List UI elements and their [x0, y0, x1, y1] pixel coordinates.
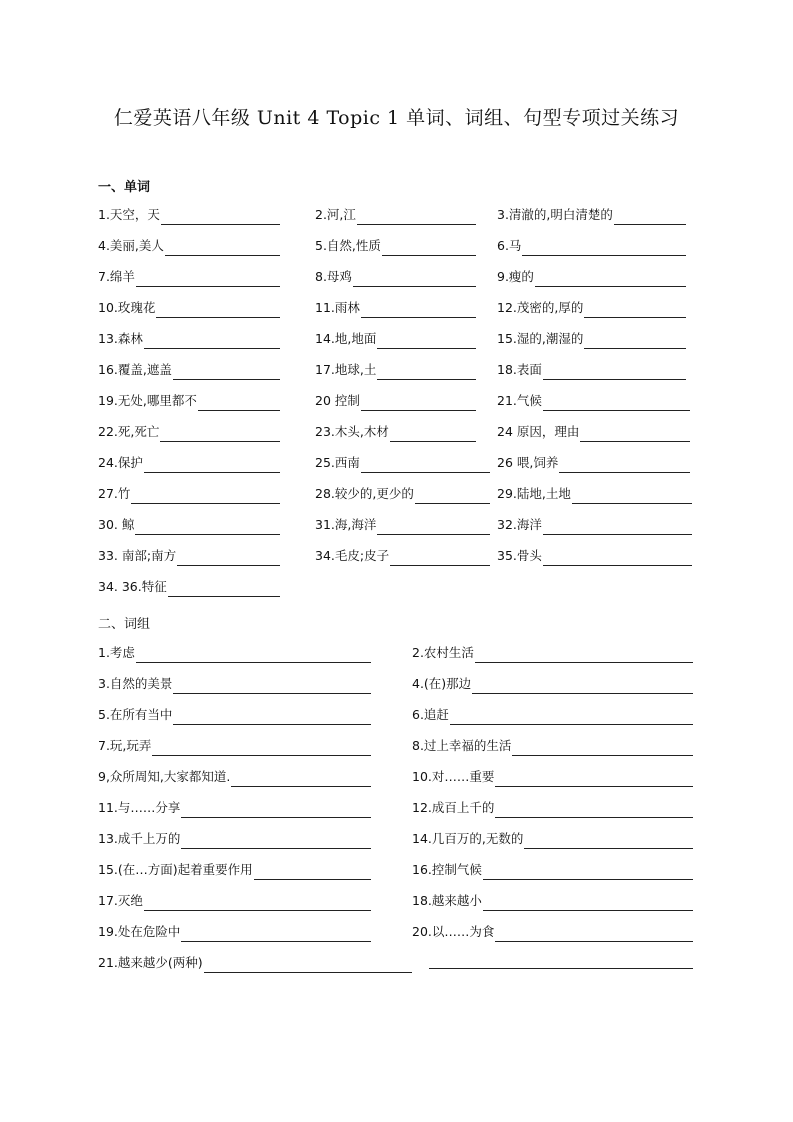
phrase-item — [412, 643, 693, 663]
phrase-row — [0, 643, 793, 663]
item-label: 15.湿的,潮湿的 — [497, 331, 584, 346]
phrase-item — [98, 736, 371, 756]
page-title: 仁爱英语八年级 Unit 4 Topic 1 单词、词组、句型专项过关练习 — [113, 107, 680, 129]
item-label: 20.以……为食 — [412, 924, 495, 939]
item-label: 16.控制气候 — [412, 862, 482, 877]
answer-blank[interactable] — [136, 271, 280, 287]
word-item — [315, 515, 490, 535]
word-item — [315, 422, 476, 442]
word-item — [98, 360, 280, 380]
item-label: 11.与……分享 — [98, 800, 181, 815]
item-label: 15.(在…方面)起着重要作用 — [98, 862, 253, 877]
word-item — [315, 391, 476, 411]
item-label: 17.灭绝 — [98, 893, 143, 908]
answer-blank[interactable] — [512, 740, 693, 756]
item-label: 4.(在)那边 — [412, 676, 472, 691]
word-item — [98, 329, 280, 349]
item-label: 18.越来越小 — [412, 893, 482, 908]
section-heading-phrases: 二、词组 — [98, 617, 151, 632]
phrase-row — [0, 829, 793, 849]
answer-blank[interactable] — [254, 864, 371, 880]
phrase-item — [412, 798, 693, 818]
phrase-item — [412, 860, 693, 880]
item-label: 1.考虑 — [98, 645, 135, 660]
phrase-item — [412, 705, 693, 725]
phrase-row — [0, 736, 793, 756]
answer-blank[interactable] — [543, 550, 692, 566]
answer-blank[interactable] — [475, 647, 693, 663]
word-item — [98, 236, 280, 256]
answer-blank[interactable] — [353, 271, 476, 287]
item-label: 27.竹 — [98, 486, 131, 501]
section-heading-words: 一、单词 — [98, 180, 151, 195]
word-row — [0, 267, 793, 287]
item-label: 8.母鸡 — [315, 269, 352, 284]
word-item — [98, 484, 280, 504]
item-label: 30. 鲸 — [98, 517, 135, 532]
word-row — [0, 329, 793, 349]
item-label: 2.河,江 — [315, 207, 356, 222]
answer-blank[interactable] — [181, 802, 371, 818]
word-item — [497, 205, 686, 225]
answer-blank[interactable] — [173, 709, 371, 725]
word-item — [315, 329, 476, 349]
phrase-item — [412, 736, 693, 756]
word-item — [98, 298, 280, 318]
item-label: 28.较少的,更少的 — [315, 486, 414, 501]
answer-blank[interactable] — [559, 457, 690, 473]
answer-blank[interactable] — [181, 926, 371, 942]
answer-blank[interactable] — [382, 240, 476, 256]
item-label: 6.追赶 — [412, 707, 449, 722]
answer-blank[interactable] — [483, 864, 693, 880]
answer-blank[interactable] — [377, 364, 476, 380]
word-item — [98, 546, 280, 566]
item-label: 9,众所周知,大家都知道. — [98, 769, 231, 784]
answer-blank[interactable] — [535, 271, 686, 287]
item-label: 14.地,地面 — [315, 331, 377, 346]
item-label: 34. 36.特征 — [98, 579, 167, 594]
item-label: 32.海洋 — [497, 517, 542, 532]
answer-blank[interactable] — [450, 709, 693, 725]
phrase-item — [412, 891, 693, 911]
word-row — [0, 391, 793, 411]
answer-blank[interactable] — [160, 426, 280, 442]
item-label: 19.处在危险中 — [98, 924, 181, 939]
item-label: 10.对……重要 — [412, 769, 495, 784]
word-row — [0, 205, 793, 225]
answer-blank[interactable] — [357, 209, 476, 225]
answer-blank[interactable] — [156, 302, 280, 318]
phrase-item — [98, 922, 371, 942]
answer-blank[interactable] — [495, 771, 693, 787]
phrase-item — [412, 767, 693, 787]
word-row — [0, 422, 793, 442]
phrase-item — [412, 674, 693, 694]
answer-blank[interactable] — [495, 926, 693, 942]
word-row — [0, 546, 793, 566]
item-label: 26 喂,饲养 — [497, 455, 559, 470]
word-row — [0, 453, 793, 473]
answer-blank[interactable] — [522, 240, 686, 256]
word-row — [0, 360, 793, 380]
answer-blank[interactable] — [429, 953, 693, 969]
phrase-row — [0, 674, 793, 694]
answer-blank[interactable] — [204, 957, 412, 973]
item-label: 13.成千上万的 — [98, 831, 181, 846]
item-label: 4.美丽,美人 — [98, 238, 164, 253]
answer-blank[interactable] — [361, 457, 490, 473]
answer-blank[interactable] — [584, 333, 686, 349]
item-label: 18.表面 — [497, 362, 542, 377]
answer-blank[interactable] — [177, 550, 280, 566]
answer-blank[interactable] — [572, 488, 692, 504]
phrase-item — [98, 860, 371, 880]
item-label: 14.几百万的,无数的 — [412, 831, 524, 846]
word-item — [315, 484, 490, 504]
item-label: 1.天空，天 — [98, 207, 160, 222]
phrase-row — [0, 922, 793, 942]
word-item — [98, 453, 280, 473]
word-row — [0, 515, 793, 535]
answer-blank[interactable] — [131, 488, 280, 504]
word-item — [98, 422, 280, 442]
phrase-row — [0, 767, 793, 787]
answer-blank[interactable] — [580, 426, 690, 442]
phrase-item — [98, 798, 371, 818]
answer-blank[interactable] — [165, 240, 280, 256]
word-item — [497, 422, 690, 442]
word-item — [497, 298, 686, 318]
phrase-item — [98, 829, 371, 849]
item-label: 12.成百上千的 — [412, 800, 495, 815]
answer-blank[interactable] — [524, 833, 693, 849]
answer-blank[interactable] — [377, 519, 490, 535]
item-label: 11.雨林 — [315, 300, 360, 315]
answer-blank[interactable] — [415, 488, 490, 504]
phrase-row — [0, 798, 793, 818]
item-label: 13.森林 — [98, 331, 143, 346]
word-item — [315, 236, 476, 256]
answer-blank[interactable] — [152, 740, 371, 756]
item-label: 21.越来越少(两种) — [98, 955, 203, 970]
word-item — [497, 546, 692, 566]
answer-blank[interactable] — [390, 550, 490, 566]
item-label: 3.清澈的,明白清楚的 — [497, 207, 613, 222]
item-label: 20 控制 — [315, 393, 360, 408]
answer-blank[interactable] — [543, 395, 690, 411]
item-label: 29.陆地,土地 — [497, 486, 571, 501]
item-label: 16.覆盖,遮盖 — [98, 362, 172, 377]
phrase-item — [98, 767, 371, 787]
answer-blank[interactable] — [472, 678, 693, 694]
word-row — [0, 577, 793, 597]
item-label: 5.在所有当中 — [98, 707, 173, 722]
answer-blank[interactable] — [361, 302, 476, 318]
answer-blank[interactable] — [377, 333, 476, 349]
answer-blank[interactable] — [181, 833, 371, 849]
word-item — [497, 267, 686, 287]
phrase-item — [98, 891, 371, 911]
phrase-row — [0, 953, 793, 973]
answer-blank[interactable] — [483, 895, 693, 911]
answer-blank[interactable] — [135, 519, 280, 535]
answer-blank[interactable] — [614, 209, 686, 225]
item-label: 7.绵羊 — [98, 269, 135, 284]
phrase-item — [412, 922, 693, 942]
item-label: 3.自然的美景 — [98, 676, 173, 691]
item-label: 17.地球,土 — [315, 362, 377, 377]
word-row — [0, 298, 793, 318]
item-label: 31.海,海洋 — [315, 517, 377, 532]
phrase-row — [0, 705, 793, 725]
answer-blank[interactable] — [173, 678, 371, 694]
word-item — [98, 577, 280, 597]
answer-blank[interactable] — [584, 302, 686, 318]
item-label: 10.玫瑰花 — [98, 300, 156, 315]
item-label: 12.茂密的,厚的 — [497, 300, 584, 315]
word-item — [98, 391, 280, 411]
phrase-row — [0, 891, 793, 911]
word-item — [315, 205, 476, 225]
word-row — [0, 236, 793, 256]
word-item — [497, 484, 692, 504]
word-item — [497, 236, 686, 256]
word-item — [315, 298, 476, 318]
phrase-item — [428, 953, 693, 969]
word-item — [497, 360, 686, 380]
word-item — [315, 546, 490, 566]
phrase-item — [98, 643, 371, 663]
phrase-item — [98, 953, 412, 973]
word-item — [497, 515, 692, 535]
phrase-item — [98, 674, 371, 694]
item-label: 24 原因，理由 — [497, 424, 580, 439]
item-label: 8.过上幸福的生活 — [412, 738, 512, 753]
item-label: 22.死,死亡 — [98, 424, 160, 439]
item-label: 23.木头,木材 — [315, 424, 389, 439]
item-label: 7.玩,玩弄 — [98, 738, 152, 753]
word-item — [98, 205, 280, 225]
phrase-item — [98, 705, 371, 725]
item-label: 35.骨头 — [497, 548, 542, 563]
item-label: 33. 南部;南方 — [98, 548, 177, 563]
answer-blank[interactable] — [390, 426, 476, 442]
word-item — [497, 453, 690, 473]
answer-blank[interactable] — [168, 581, 280, 597]
item-label: 6.马 — [497, 238, 522, 253]
answer-blank[interactable] — [543, 519, 692, 535]
word-item — [98, 515, 280, 535]
word-item — [315, 453, 490, 473]
word-item — [98, 267, 280, 287]
word-item — [315, 360, 476, 380]
word-item — [497, 329, 686, 349]
word-row — [0, 484, 793, 504]
answer-blank[interactable] — [144, 895, 371, 911]
answer-blank[interactable] — [136, 647, 371, 663]
answer-blank[interactable] — [144, 333, 280, 349]
answer-blank[interactable] — [495, 802, 693, 818]
item-label: 9.瘦的 — [497, 269, 534, 284]
item-label: 21.气候 — [497, 393, 542, 408]
item-label: 25.西南 — [315, 455, 360, 470]
answer-blank[interactable] — [144, 457, 280, 473]
item-label: 34.毛皮;皮子 — [315, 548, 390, 563]
word-item — [315, 267, 476, 287]
phrase-row — [0, 860, 793, 880]
item-label: 5.自然,性质 — [315, 238, 381, 253]
answer-blank[interactable] — [161, 209, 280, 225]
word-item — [497, 391, 690, 411]
item-label: 2.农村生活 — [412, 645, 474, 660]
item-label: 24.保护 — [98, 455, 143, 470]
answer-blank[interactable] — [173, 364, 280, 380]
item-label: 19.无处,哪里都不 — [98, 393, 197, 408]
answer-blank[interactable] — [231, 771, 371, 787]
answer-blank[interactable] — [361, 395, 476, 411]
answer-blank[interactable] — [543, 364, 686, 380]
answer-blank[interactable] — [198, 395, 280, 411]
phrase-item — [412, 829, 693, 849]
